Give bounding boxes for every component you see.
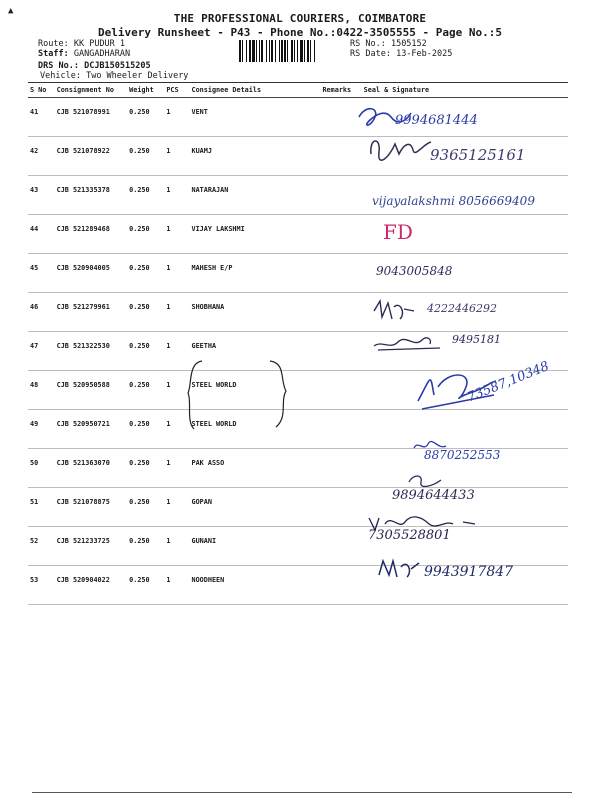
handwritten-mark-fd: FD xyxy=(383,220,413,244)
cell-consignment: CJB 520904005 xyxy=(55,254,128,293)
rs-date-line xyxy=(350,49,452,59)
cell-consignee: VENT xyxy=(189,98,320,137)
cell-consignment: CJB 521078922 xyxy=(55,137,128,176)
cell-sno: 43 xyxy=(28,176,55,215)
signature-gopan xyxy=(405,472,445,488)
handwritten-phone-shobhana: 4222446292 xyxy=(427,302,497,315)
signature-vent xyxy=(355,103,415,129)
vehicle-value: Two Wheeler Delivery xyxy=(86,71,189,81)
cell-consignee: MAHESH E/P xyxy=(189,254,320,293)
bottom-rule xyxy=(32,792,572,793)
col-header-weight: Weight xyxy=(127,83,164,98)
signature-steel-world xyxy=(412,365,502,415)
cell-consignment: CJB 520950721 xyxy=(55,410,128,449)
barcode xyxy=(238,40,342,62)
cell-sno: 49 xyxy=(28,410,55,449)
handwritten-phone-noodheen: 9943917847 xyxy=(424,564,514,580)
cell-remarks xyxy=(320,488,361,527)
cell-consignment: CJB 521363070 xyxy=(55,449,128,488)
cell-pcs: 1 xyxy=(164,410,189,449)
cell-sno: 52 xyxy=(28,527,55,566)
cell-weight: 0.250 xyxy=(127,410,164,449)
cell-weight: 0.250 xyxy=(127,254,164,293)
cell-pcs: 1 xyxy=(164,566,189,605)
cell-consignment: CJB 520950588 xyxy=(55,371,128,410)
handwritten-phone-gunani: 7305528801 xyxy=(368,528,451,543)
cell-sno: 51 xyxy=(28,488,55,527)
cell-pcs: 1 xyxy=(164,137,189,176)
cell-remarks xyxy=(320,527,361,566)
handwritten-phone-kuamj: 9365125161 xyxy=(430,146,526,164)
drs-line xyxy=(38,61,151,71)
cell-consignment: CJB 521322530 xyxy=(55,332,128,371)
cell-consignee: NATARAJAN xyxy=(189,176,320,215)
rs-no-line xyxy=(350,39,427,49)
cell-consignment: CJB 521289468 xyxy=(55,215,128,254)
cell-weight: 0.250 xyxy=(127,488,164,527)
cell-consignee: GUNANI xyxy=(189,527,320,566)
handwritten-phone-gopan: 9894644433 xyxy=(392,488,475,503)
rs-date-value: 13-Feb-2025 xyxy=(396,49,453,59)
col-header-consignee: Consignee Details xyxy=(189,83,320,98)
cell-remarks xyxy=(320,566,361,605)
cell-weight: 0.250 xyxy=(127,293,164,332)
cell-pcs: 1 xyxy=(164,215,189,254)
cell-sno: 42 xyxy=(28,137,55,176)
cell-weight: 0.250 xyxy=(127,371,164,410)
cell-weight: 0.250 xyxy=(127,137,164,176)
cell-consignment: CJB 520904022 xyxy=(55,566,128,605)
route-value: KK PUDUR 1 xyxy=(73,39,126,49)
staff-label: Staff: xyxy=(38,49,69,59)
cell-sno: 48 xyxy=(28,371,55,410)
cell-weight: 0.250 xyxy=(127,98,164,137)
cell-remarks xyxy=(320,410,361,449)
handwritten-phone-steel-world: 73587,10348 xyxy=(465,359,552,406)
handwritten-phone-pak-asso: 8870252553 xyxy=(424,448,501,462)
rs-no-label: RS No.: xyxy=(350,39,386,49)
col-header-pcs: PCS xyxy=(164,83,189,98)
table-header-row xyxy=(28,83,568,98)
cell-sno: 50 xyxy=(28,449,55,488)
col-header-seal-signature: Seal & Signature xyxy=(362,83,568,98)
cell-pcs: 1 xyxy=(164,488,189,527)
cell-pcs: 1 xyxy=(164,293,189,332)
vehicle-label: Vehicle: xyxy=(40,71,81,81)
corner-mark: ▲ xyxy=(8,6,14,16)
table-row xyxy=(28,98,568,137)
cell-remarks xyxy=(320,293,361,332)
col-header-sno: S No xyxy=(28,83,55,98)
signature-gunani xyxy=(365,512,495,534)
cell-consignee: VIJAY LAKSHMI xyxy=(189,215,320,254)
drs-value: DCJB150515205 xyxy=(84,61,151,71)
company-name: THE PROFESSIONAL COURIERS, COIMBATORE xyxy=(173,12,427,25)
cell-weight: 0.250 xyxy=(127,449,164,488)
rs-date-label: RS Date: xyxy=(350,49,391,59)
cell-consignee: STEEL WORLD xyxy=(189,371,320,410)
cell-remarks xyxy=(320,176,361,215)
signature-pak-asso xyxy=(410,438,450,454)
cell-pcs: 1 xyxy=(164,449,189,488)
staff-line xyxy=(38,49,130,59)
signature-shobhana xyxy=(370,297,420,325)
cell-consignee: GOPAN xyxy=(189,488,320,527)
cell-remarks xyxy=(320,449,361,488)
cell-pcs: 1 xyxy=(164,254,189,293)
cell-sno: 41 xyxy=(28,98,55,137)
cell-consignee: STEEL WORLD xyxy=(189,410,320,449)
cell-sno: 44 xyxy=(28,215,55,254)
cell-weight: 0.250 xyxy=(127,566,164,605)
cell-pcs: 1 xyxy=(164,98,189,137)
runsheet-title: Delivery Runsheet - P43 - Phone No.:0422-3505555 - Page No.:5 xyxy=(98,26,502,39)
cell-consignment: CJB 521233725 xyxy=(55,527,128,566)
cell-remarks xyxy=(320,371,361,410)
table-row xyxy=(28,254,568,293)
cell-weight: 0.250 xyxy=(127,527,164,566)
cell-remarks xyxy=(320,332,361,371)
col-header-consignment: Consignment No xyxy=(55,83,128,98)
cell-pcs: 1 xyxy=(164,332,189,371)
cell-consignment: CJB 521078991 xyxy=(55,98,128,137)
cell-consignment: CJB 521335378 xyxy=(55,176,128,215)
cell-pcs: 1 xyxy=(164,527,189,566)
signature-geetha xyxy=(370,330,450,354)
rs-no-value: 1505152 xyxy=(390,39,427,49)
bracket-steel-world xyxy=(180,355,300,435)
handwritten-phone-geetha: 9495181 xyxy=(452,333,501,346)
handwritten-note-vijay: vijayalakshmi 8056669409 xyxy=(372,194,535,208)
cell-consignee: PAK ASSO xyxy=(189,449,320,488)
staff-value: GANGADHARAN xyxy=(73,49,131,59)
table-row xyxy=(28,215,568,254)
signature-noodheen xyxy=(375,555,423,585)
cell-weight: 0.250 xyxy=(127,332,164,371)
cell-consignee: GEETHA xyxy=(189,332,320,371)
cell-consignee: NOODHEEN xyxy=(189,566,320,605)
cell-consignment: CJB 521279961 xyxy=(55,293,128,332)
cell-remarks xyxy=(320,137,361,176)
cell-weight: 0.250 xyxy=(127,215,164,254)
route-line xyxy=(38,39,125,49)
vehicle-line xyxy=(40,71,188,81)
signature-kuamj xyxy=(365,132,435,162)
cell-sno: 45 xyxy=(28,254,55,293)
cell-remarks xyxy=(320,215,361,254)
cell-pcs: 1 xyxy=(164,371,189,410)
cell-consignee: KUAMJ xyxy=(189,137,320,176)
cell-sno: 46 xyxy=(28,293,55,332)
cell-seal xyxy=(362,410,568,449)
drs-label: DRS No.: xyxy=(38,61,79,71)
handwritten-phone-mahesh: 9043005848 xyxy=(376,264,453,278)
cell-pcs: 1 xyxy=(164,176,189,215)
cell-sno: 47 xyxy=(28,332,55,371)
route-label: Route: xyxy=(38,39,69,49)
handwritten-phone-vent: 9994681444 xyxy=(395,113,478,128)
cell-consignee: SHOBHANA xyxy=(189,293,320,332)
cell-sno: 53 xyxy=(28,566,55,605)
cell-consignment: CJB 521078875 xyxy=(55,488,128,527)
cell-weight: 0.250 xyxy=(127,176,164,215)
col-header-remarks: Remarks xyxy=(320,83,361,98)
cell-remarks xyxy=(320,254,361,293)
